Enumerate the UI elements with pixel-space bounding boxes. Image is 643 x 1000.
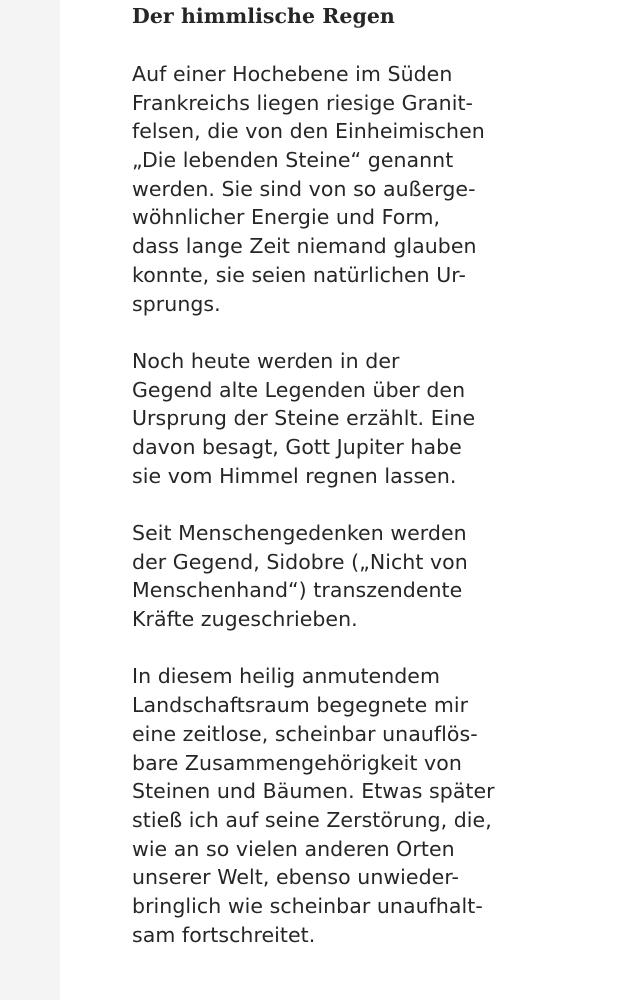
text-line: unserer Welt, ebenso unwieder- bbox=[132, 865, 459, 890]
text-line: stieß ich auf seine Zerstörung, die, bbox=[132, 807, 492, 832]
text-line: „Die lebenden Steine“ genannt bbox=[132, 148, 454, 173]
paragraph-3 bbox=[132, 519, 502, 634]
paragraph-4 bbox=[132, 662, 502, 949]
page-margin bbox=[0, 0, 60, 1000]
text-line: sie vom Himmel regnen lassen. bbox=[132, 463, 457, 488]
text-line: Noch heute werden in der bbox=[132, 348, 400, 373]
text-line: wie an so vielen anderen Orten bbox=[132, 836, 455, 861]
text-line: der Gegend, Sidobre („Nicht von bbox=[132, 549, 468, 574]
text-line: bare Zusammengehörigkeit von bbox=[132, 750, 462, 775]
text-line: Gegend alte Legenden über den bbox=[132, 377, 466, 402]
text-line: Menschenhand“) transzendente bbox=[132, 578, 463, 603]
text-line: werden. Sie sind von so außerge- bbox=[132, 176, 476, 201]
text-line: Landschaftsraum begegnete mir bbox=[132, 693, 469, 718]
paragraph-1 bbox=[132, 60, 502, 318]
text-line: sprungs. bbox=[132, 291, 221, 316]
text-line: dass lange Zeit niemand glauben bbox=[132, 234, 477, 259]
text-line: Frankreichs liegen riesige Granit- bbox=[132, 90, 473, 115]
text-line: Steinen und Bäumen. Etwas später bbox=[132, 779, 495, 804]
spacer bbox=[132, 634, 502, 663]
text-line: wöhnlicher Energie und Form, bbox=[132, 205, 441, 230]
spacer bbox=[132, 31, 502, 60]
text-line: bringlich wie scheinbar unaufhalt- bbox=[132, 893, 483, 918]
article-title: Der himmlische Regen bbox=[132, 4, 395, 28]
text-line: Kräfte zugeschrieben. bbox=[132, 607, 358, 632]
text-line: konnte, sie seien natürlichen Ur- bbox=[132, 262, 466, 287]
spacer bbox=[132, 318, 502, 347]
text-line: sam fortschreitet. bbox=[132, 922, 316, 947]
text-line: eine zeitlose, scheinbar unauflös- bbox=[132, 721, 478, 746]
article-body bbox=[132, 0, 502, 949]
text-line: felsen, die von den Einheimischen bbox=[132, 119, 485, 144]
text-line: Seit Menschengedenken werden bbox=[132, 521, 467, 545]
paragraph-2 bbox=[132, 347, 502, 490]
spacer bbox=[132, 490, 502, 519]
text-line: davon besagt, Gott Jupiter habe bbox=[132, 434, 462, 459]
text-line: Auf einer Hochebene im Süden bbox=[132, 62, 453, 86]
text-line: In diesem heilig anmutendem bbox=[132, 664, 440, 689]
text-line: Ursprung der Steine erzählt. Eine bbox=[132, 406, 476, 431]
